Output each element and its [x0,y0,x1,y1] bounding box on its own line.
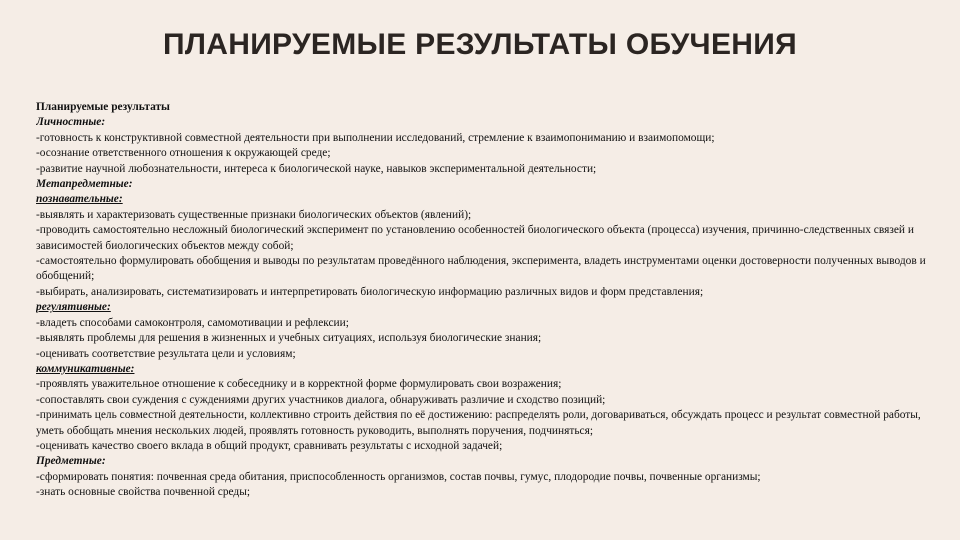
communicative-heading: коммуникативные: [36,362,135,375]
list-item: -принимать цель совместной деятельности, коллективно строить действия по её достижению: распределять роли, договариваться, обсуждать процесс и результат совместной работы, уметь обобщать мнения нескольких людей, проявлять готовность руководить, выполнять поручения, подчиняться; [36,409,921,437]
list-item: -оценивать качество своего вклада в общий продукт, сравнивать результаты с исходной задачей; [36,439,503,452]
list-item: -оценивать соответствие результата цели и условиям; [36,347,296,360]
list-item: -выбирать, анализировать, систематизировать и интерпретировать биологическую информацию различных видов и форм представления; [36,285,704,298]
subject-heading: Предметные: [36,455,106,468]
slide-title: ПЛАНИРУЕМЫЕ РЕЗУЛЬТАТЫ ОБУЧЕНИЯ [163,28,797,61]
list-item: -сопоставлять свои суждения с суждениями других участников диалога, обнаруживать различие и сходство позиций; [36,393,606,406]
list-item: -самостоятельно формулировать обобщения и выводы по результатам проведённого наблюдения, эксперимента, владеть инструментами оценки достоверности полученных выводов и обобщений; [36,255,926,283]
list-item: -сформировать понятия: почвенная среда обитания, приспособленность организмов, состав почвы, гумус, плодородие почвы, почвенные организмы; [36,470,761,483]
results-heading: Планируемые результаты [36,101,170,113]
results-content [36,100,951,501]
list-item: -выявлять и характеризовать существенные признаки биологических объектов (явлений); [36,208,472,221]
cognitive-heading: познавательные: [36,193,123,206]
personal-heading: Личностные: [36,116,106,129]
list-item: -осознание ответственного отношения к окружающей среде; [36,147,331,160]
regulatory-heading: регулятивные: [36,301,111,314]
list-item: -проявлять уважительное отношение к собеседнику и в корректной форме формулировать свои возражения; [36,378,562,391]
meta-heading: Метапредметные: [36,178,133,191]
list-item: -владеть способами самоконтроля, самомотивации и рефлексии; [36,316,349,329]
list-item: -знать основные свойства почвенной среды; [36,486,251,499]
list-item: -готовность к конструктивной совместной деятельности при выполнении исследований, стремление к взаимопониманию и взаимопомощи; [36,131,715,144]
list-item: -выявлять проблемы для решения в жизненных и учебных ситуациях, используя биологические знания; [36,332,542,345]
list-item: -развитие научной любознательности, интереса к биологической науке, навыков экспериментальной деятельности; [36,162,597,175]
list-item: -проводить самостоятельно несложный биологический эксперимент по установлению особенностей биологического объекта (процесса) изучения, причинно-следственных связей и зависимостей биологических объектов между собой; [36,224,914,252]
